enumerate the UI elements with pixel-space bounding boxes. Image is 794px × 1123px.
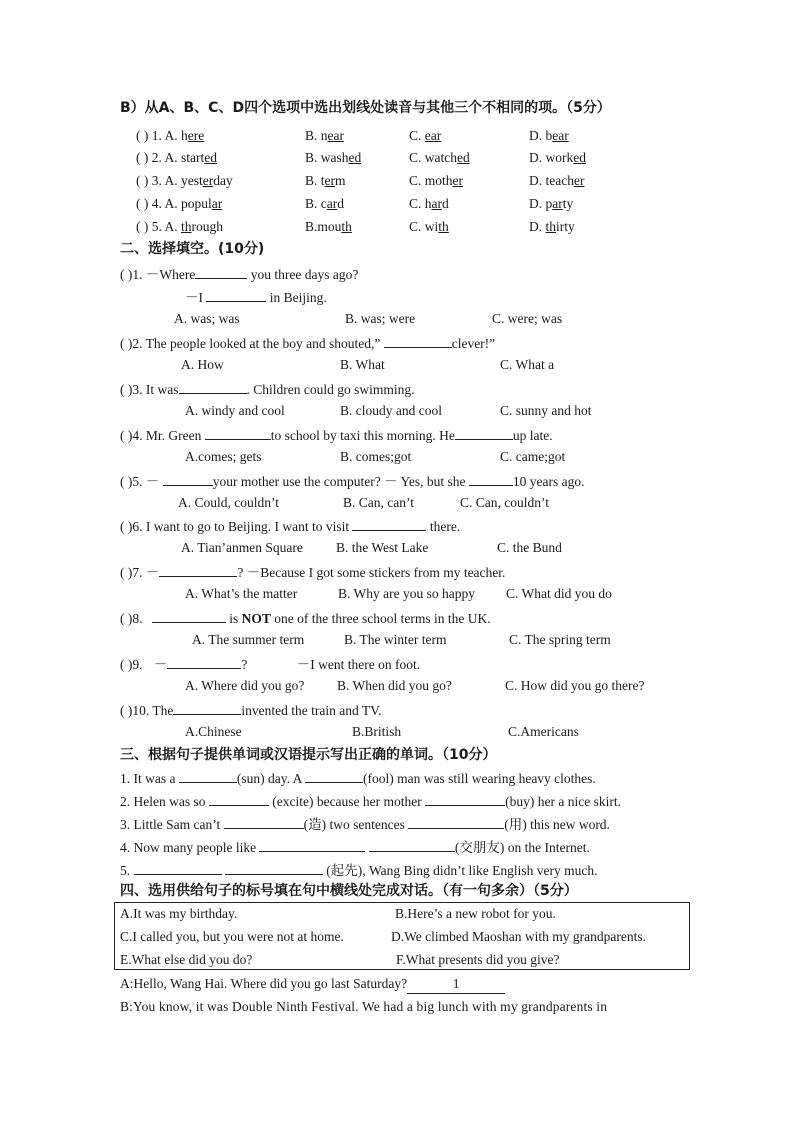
q5-option-c: C. Can, couldn’t <box>460 495 549 510</box>
q4-option-c: C. came;got <box>500 449 566 464</box>
phonics-option-b: B. washed <box>305 150 362 165</box>
question-4: ( )4. Mr. Green to school by taxi this morning. He up late. <box>120 428 553 443</box>
word-line-2: 2. Helen was so (excite) because her mother (buy) her a nice skirt. <box>120 794 621 809</box>
answer-blank[interactable] <box>259 838 365 852</box>
phonics-row-number: ( ) 2. A. started <box>136 150 217 165</box>
q10-option-a: A.Chinese <box>185 724 242 739</box>
q9-option-a: A. Where did you go? <box>185 678 305 693</box>
phonics-option-d: D. thirty <box>529 219 575 234</box>
option-e: E.What else did you do? <box>120 952 253 967</box>
q9-option-b: B. When did you go? <box>337 678 452 693</box>
dialogue-line-2: B:You know, it was Double Ninth Festival. We had a big lunch with my grandparents in <box>120 999 608 1014</box>
phonics-option-d: D. bear <box>529 128 569 143</box>
answer-blank[interactable] <box>225 861 323 875</box>
q8-option-b: B. The winter term <box>344 632 447 647</box>
q6-option-c: C. the Bund <box>497 540 562 555</box>
phonics-row-number: ( ) 1. A. here <box>136 128 205 143</box>
answer-blank[interactable] <box>152 609 226 623</box>
q10-option-c: C.Americans <box>508 724 579 739</box>
answer-blank[interactable] <box>408 815 504 829</box>
answer-blank[interactable] <box>167 655 241 669</box>
answer-blank[interactable] <box>384 334 452 348</box>
answer-blank[interactable] <box>179 380 247 394</box>
phonics-option-d: D. teacher <box>529 173 585 188</box>
phonics-row-number: ( ) 4. A. popular <box>136 196 223 211</box>
question-1-line-2: －I in Beijing. <box>185 290 327 305</box>
q6-option-b: B. the West Lake <box>336 540 429 555</box>
answer-blank[interactable] <box>305 769 363 783</box>
question-10: ( )10. The invented the train and TV. <box>120 703 382 718</box>
q5-option-b: B. Can, can’t <box>343 495 414 510</box>
word-line-4: 4. Now many people like (交朋友) on the Internet. <box>120 840 590 855</box>
phonics-option-b: B.mouth <box>305 219 352 234</box>
option-d: D.We climbed Maoshan with my grandparents. <box>391 929 646 944</box>
q1-option-a: A. was; was <box>174 311 240 326</box>
question-3: ( )3. It was . Children could go swimming. <box>120 382 415 397</box>
options-box <box>114 902 690 970</box>
q2-option-a: A. How <box>181 357 224 372</box>
q3-option-c: C. sunny and hot <box>500 403 592 418</box>
phonics-option-c: C. mother <box>409 173 464 188</box>
q9-option-c: C. How did you go there? <box>505 678 645 693</box>
q2-option-b: B. What <box>340 357 385 372</box>
word-line-5: 5. (起先), Wang Bing didn’t like English very much. <box>120 863 598 878</box>
section-3-title: 三、根据句子提供单词或汉语提示写出正确的单词。（10分） <box>120 747 497 763</box>
phonics-option-b: B. term <box>305 173 346 188</box>
q8-option-a: A. The summer term <box>192 632 305 647</box>
answer-blank[interactable] <box>163 472 213 486</box>
q7-option-a: A. What’s the matter <box>185 586 298 601</box>
phonics-option-b: B. near <box>305 128 344 143</box>
phonics-option-c: C. watched <box>409 150 470 165</box>
phonics-option-b: B. card <box>305 196 344 211</box>
option-c: C.I called you, but you were not at home. <box>120 929 344 944</box>
answer-blank[interactable] <box>205 426 271 440</box>
phonics-row-number: ( ) 3. A. yesterday <box>136 173 233 188</box>
phonics-option-c: C. ear <box>409 128 442 143</box>
q4-option-a: A.comes; gets <box>185 449 262 464</box>
question-2: ( )2. The people looked at the boy and shouted,” clever!” <box>120 336 496 351</box>
answer-blank[interactable] <box>206 288 266 302</box>
q3-option-a: A. windy and cool <box>185 403 285 418</box>
answer-blank[interactable] <box>224 815 304 829</box>
question-5: ( )5. － your mother use the computer? － Yes, but she 10 years ago. <box>120 474 585 489</box>
answer-blank[interactable] <box>195 265 247 279</box>
answer-blank[interactable] <box>173 701 241 715</box>
answer-blank[interactable] <box>352 517 426 531</box>
question-7: ( )7. － ? －Because I got some stickers from my teacher. <box>120 565 506 580</box>
option-b: B.Here’s a new robot for you. <box>395 906 556 921</box>
q7-option-c: C. What did you do <box>506 586 612 601</box>
question-1: ( )1. －Where you three days ago? <box>120 267 359 282</box>
phonics-option-d: D. worked <box>529 150 586 165</box>
answer-blank[interactable] <box>179 769 237 783</box>
question-9: ( )9. － ? －I went there on foot. <box>120 657 421 672</box>
answer-blank[interactable] <box>469 472 513 486</box>
word-line-3: 3. Little Sam can’t (造) two sentences (用) this new word. <box>120 817 610 832</box>
q3-option-b: B. cloudy and cool <box>340 403 442 418</box>
q6-option-a: A. Tian’anmen Square <box>181 540 303 555</box>
dialogue-answer-1[interactable]: 1 <box>407 975 505 994</box>
question-6: ( )6. I want to go to Beijing. I want to visit there. <box>120 519 461 534</box>
phonics-option-c: C. hard <box>409 196 449 211</box>
section-4-title: 四、选用供给句子的标号填在句中横线处完成对话。（有一句多余）（5分） <box>120 883 578 899</box>
answer-blank[interactable] <box>425 792 505 806</box>
answer-blank[interactable] <box>209 792 269 806</box>
option-f: F.What presents did you give? <box>396 952 560 967</box>
phonics-option-c: C. with <box>409 219 449 234</box>
word-line-1: 1. It was a (sun) day. A (fool) man was still wearing heavy clothes. <box>120 771 596 786</box>
answer-blank[interactable] <box>455 426 513 440</box>
answer-blank[interactable] <box>369 838 455 852</box>
q8-option-c: C. The spring term <box>509 632 611 647</box>
answer-blank[interactable] <box>134 861 222 875</box>
q1-option-c: C. were; was <box>492 311 563 326</box>
phonics-option-d: D. party <box>529 196 574 211</box>
q7-option-b: B. Why are you so happy <box>338 586 475 601</box>
q4-option-b: B. comes;got <box>340 449 412 464</box>
answer-blank[interactable] <box>159 563 237 577</box>
question-8: ( )8. is NOT one of the three school terms in the UK. <box>120 611 491 626</box>
dialogue-line-1: A:Hello, Wang Hai. Where did you go last Saturday? 1 <box>120 975 505 994</box>
q1-option-b: B. was; were <box>345 311 416 326</box>
q2-option-c: C. What a <box>500 357 555 372</box>
section-2-title: 二、选择填空。(10分) <box>120 241 265 257</box>
q5-option-a: A. Could, couldn’t <box>178 495 279 510</box>
phonics-row-number: ( ) 5. A. through <box>136 219 224 234</box>
section-b-title: B）从A、B、C、D四个选项中选出划线处读音与其他三个不相同的项。（5分） <box>120 100 611 116</box>
option-a: A.It was my birthday. <box>120 906 238 921</box>
q10-option-b: B.British <box>352 724 402 739</box>
